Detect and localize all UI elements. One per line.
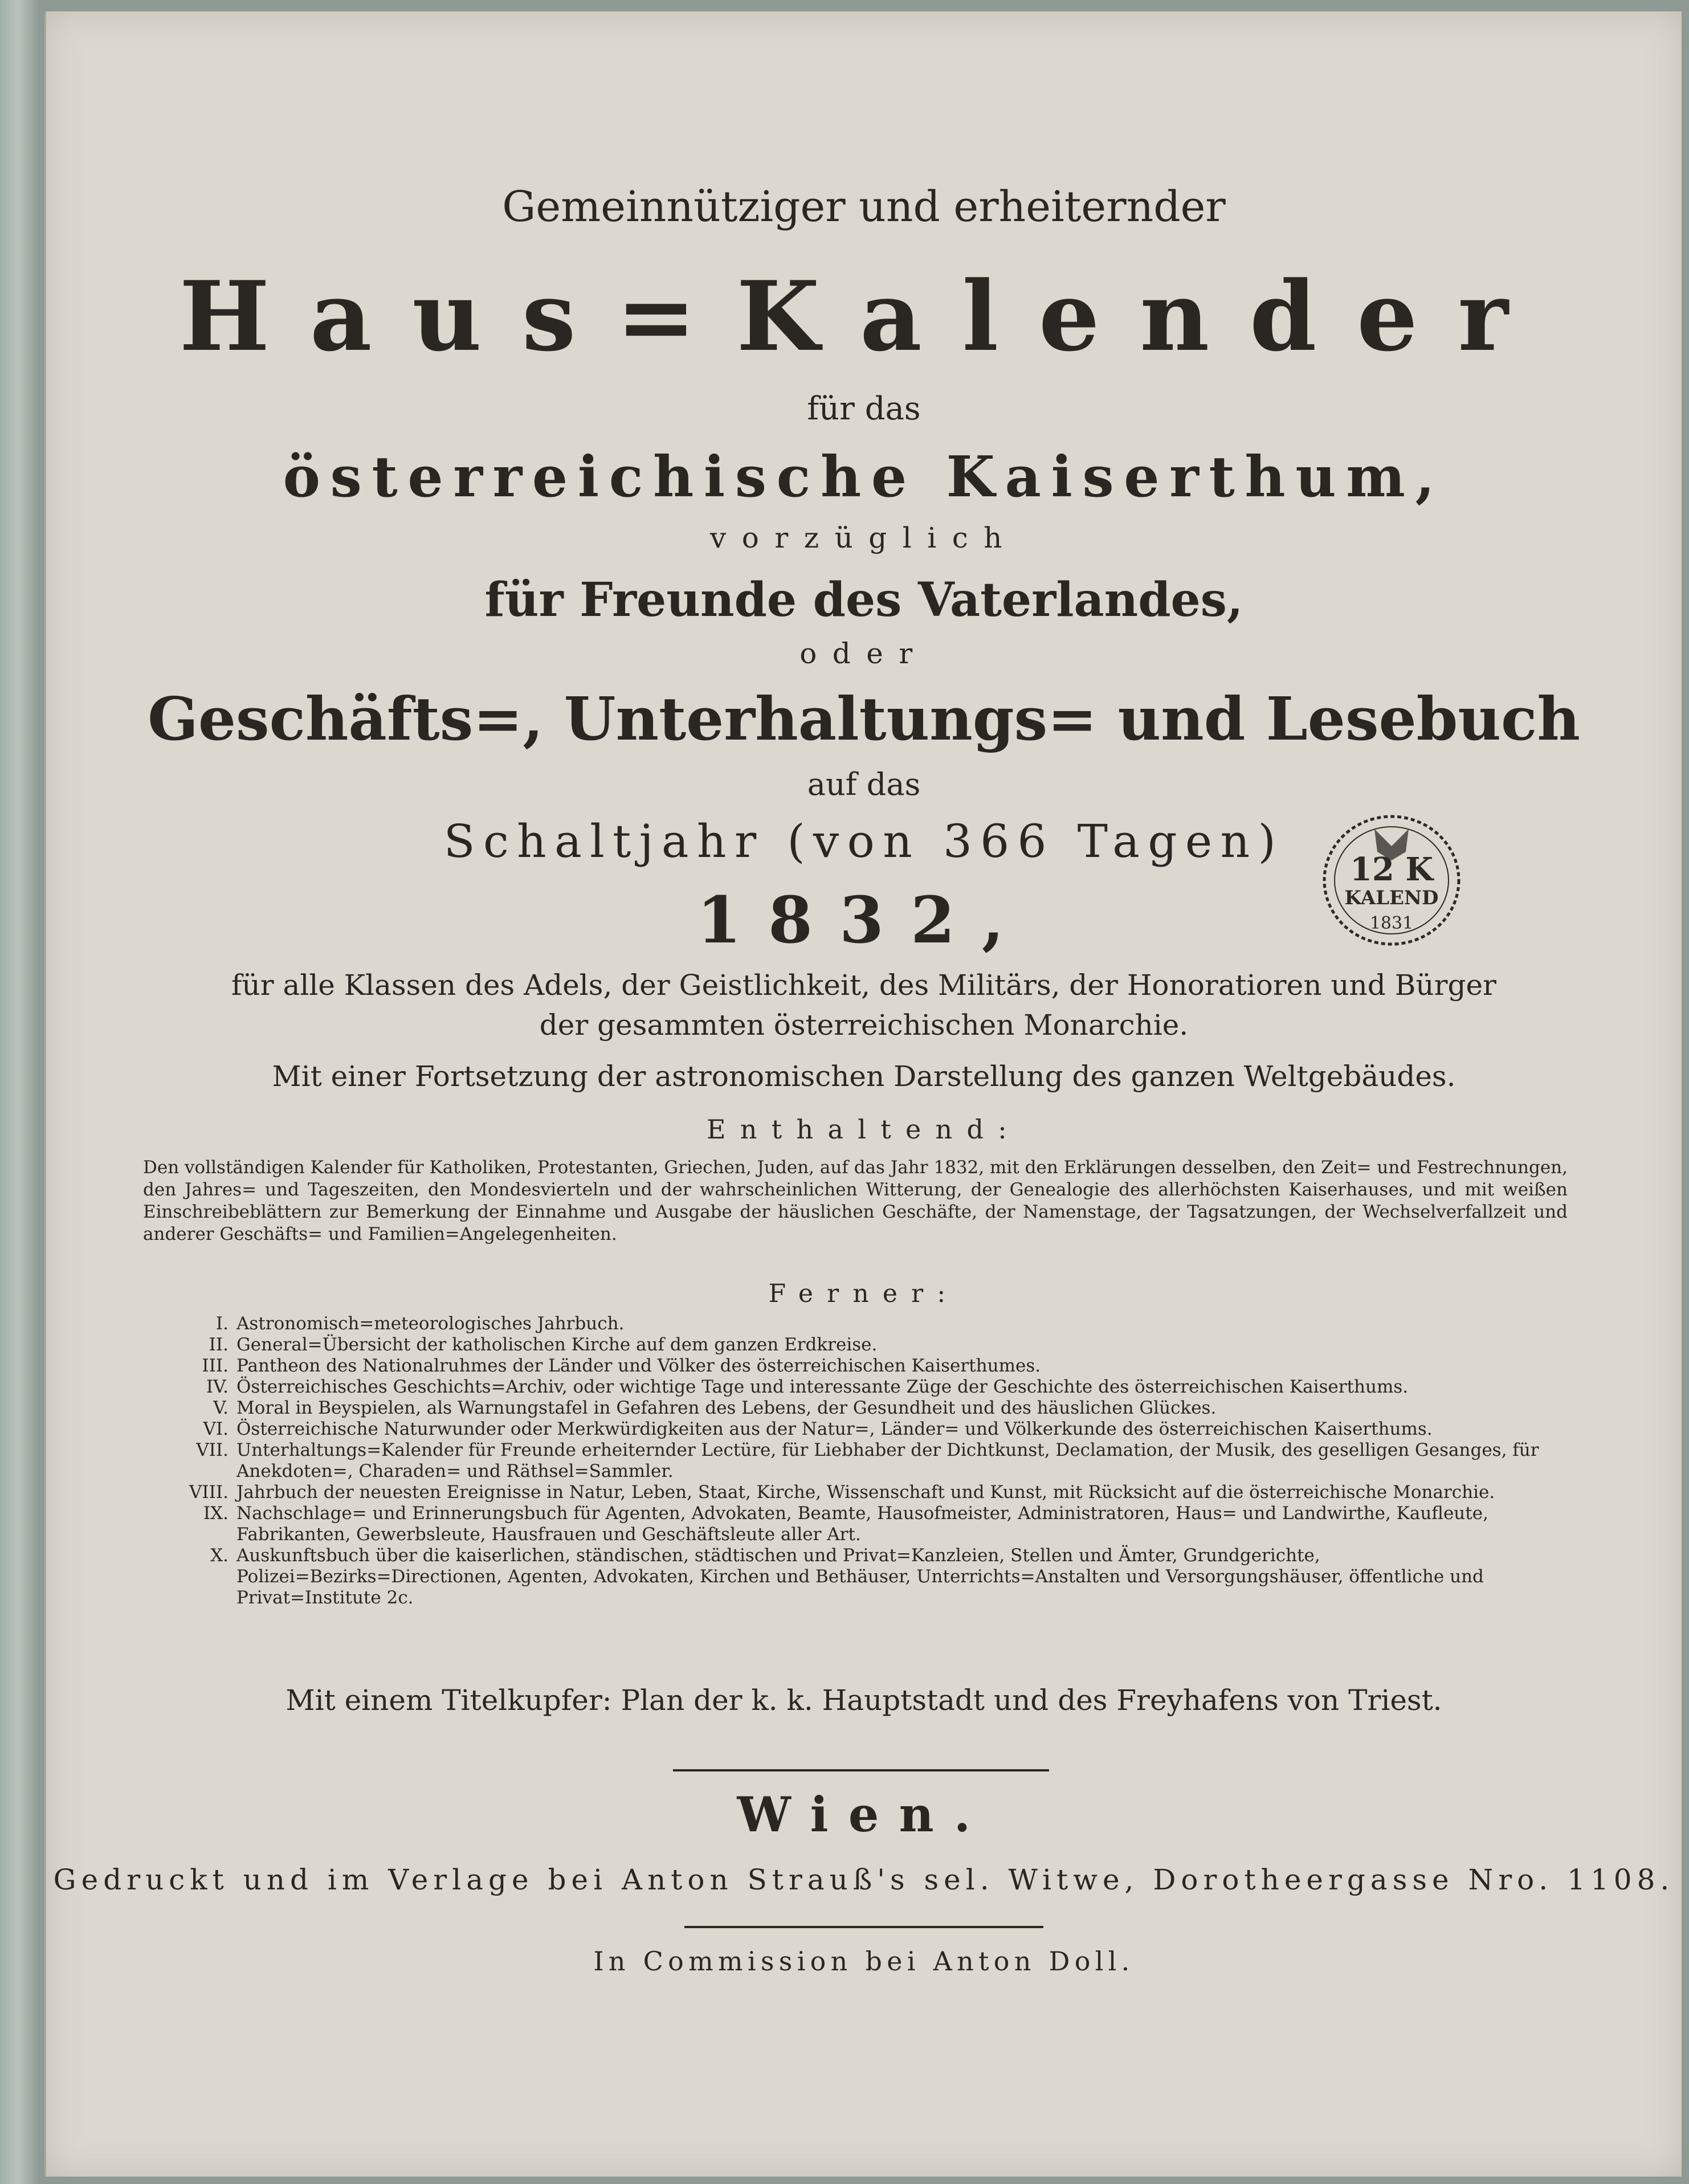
list-number: IV. <box>206 1377 229 1397</box>
list-item <box>143 1313 1573 1334</box>
list-number: VI. <box>203 1419 229 1439</box>
stamp-value: 12 K <box>1349 851 1434 888</box>
list-item <box>143 1377 1573 1398</box>
list-text: Moral in Beyspielen, als Warnungstafel in Gefahren des Lebens, der Gesundheit und des häuslichen Glückes. <box>236 1398 1217 1418</box>
list-number: II. <box>209 1334 229 1355</box>
book-spine <box>0 0 40 2184</box>
stamp-label: KALEND <box>1344 887 1439 909</box>
list-number: VII. <box>196 1440 229 1460</box>
contents-list <box>143 1313 1573 1609</box>
list-number: IX. <box>203 1503 229 1524</box>
list-item <box>143 1398 1573 1419</box>
list-item <box>143 1545 1573 1609</box>
list-text: Auskunftsbuch über die kaiserlichen, ständischen, städtischen und Privat=Kanzleien, Stellen und Ämter, Grundgerichte, Polizei=Bezirks=Directionen, Agenten, Advokaten, Kirchen und Bethäuser, Unterrichts=Anstalten und Versorgungshäuser, öffentliche und Privat=Institute 2c. <box>236 1545 1484 1608</box>
year-line: 1832, <box>697 883 1031 958</box>
title-line-8: Geschäfts=, Unterhaltungs= und Lesebuch <box>148 684 1580 754</box>
list-item <box>143 1356 1573 1377</box>
title-line-4: österreichische Kaiserthum, <box>283 444 1445 510</box>
list-item <box>143 1440 1573 1482</box>
divider-bottom <box>684 1926 1043 1928</box>
list-text: Astronomisch=meteorologisches Jahrbuch. <box>236 1313 625 1334</box>
city-line: Wien. <box>737 1786 991 1843</box>
titelkupfer-line: Mit einem Titelkupfer: Plan der k. k. Hauptstadt und des Freyhafens von Triest. <box>285 1684 1442 1717</box>
list-text: Österreichische Naturwunder oder Merkwürdigkeiten aus der Natur=, Länder= und Völkerkunde des österreichischen Kaiserthums. <box>236 1419 1433 1439</box>
divider-top <box>673 1769 1049 1771</box>
commission-line: In Commission bei Anton Doll. <box>593 1946 1135 1977</box>
list-item <box>143 1503 1573 1545</box>
list-number: III. <box>202 1356 229 1376</box>
tax-stamp <box>1320 812 1463 949</box>
title-page <box>44 11 1682 2177</box>
main-title: Haus=Kalender <box>179 260 1549 373</box>
title-line-1: Gemeinnütziger und erheiternder <box>502 182 1226 231</box>
title-line-3: für das <box>807 390 921 427</box>
list-item <box>143 1482 1573 1503</box>
list-number: I. <box>215 1313 229 1334</box>
title-line-10: Schaltjahr (von 366 Tagen) <box>443 815 1284 868</box>
list-text: Jahrbuch der neuesten Ereignisse in Natur, Leben, Staat, Kirche, Wissenschaft und Kunst, mit Rücksicht auf die österreichische Monarchie. <box>236 1482 1495 1503</box>
stamp-year: 1831 <box>1369 913 1414 933</box>
list-text: General=Übersicht der katholischen Kirche auf dem ganzen Erdkreise. <box>236 1334 878 1355</box>
list-text: Österreichisches Geschichts=Archiv, oder wichtige Tage und interessante Züge der Geschichte des österreichischen Kaiserthums. <box>236 1377 1409 1397</box>
title-line-12: der gesammten österreichischen Monarchie. <box>539 1009 1189 1042</box>
printer-line: Gedruckt und im Verlage bei Anton Strauß's sel. Witwe, Dorotheergasse Nro. 1108. <box>53 1863 1675 1896</box>
title-line-6: für Freunde des Vaterlandes, <box>484 573 1243 627</box>
list-item <box>143 1419 1573 1440</box>
list-text: Nachschlage= und Erinnerungsbuch für Agenten, Advokaten, Beamte, Hausofmeister, Administratoren, Haus= und Landwirthe, Kaufleute, Fabrikanten, Gewerbsleute, Hausfrauen und Geschäftsleute aller Art. <box>236 1503 1488 1545</box>
list-number: V. <box>213 1398 229 1418</box>
list-number: X. <box>210 1545 229 1566</box>
enthaltend-heading: Enthaltend: <box>706 1114 1022 1145</box>
ferner-heading: Ferner: <box>768 1279 960 1308</box>
title-line-9: auf das <box>807 766 921 802</box>
title-line-7: oder <box>799 637 928 670</box>
contents-paragraph: Den vollständigen Kalender für Katholiken, Protestanten, Griechen, Juden, auf das Jahr 1832, mit den Erklärungen desselben, den Zeit= und Festrechnungen, den Jahres= und Tageszeiten, den Mondesvierteln und der wahrscheinlichen Witterung, der Genealogie des allerhöchsten Kaiserhauses, und mit weißen Einschreibeblättern zur Bemerkung der Einnahme und Ausgabe der häuslichen Geschäfte, der Namenstage, der Tagsatzungen, der Wechselverfallzeit und anderer Geschäfts= und Familien=Angelegenheiten. <box>143 1157 1568 1244</box>
list-number: VIII. <box>189 1482 229 1503</box>
title-line-5: vorzüglich <box>710 521 1018 554</box>
list-text: Pantheon des Nationalruhmes der Länder und Völker des österreichischen Kaiserthumes. <box>236 1356 1041 1376</box>
title-line-13: Mit einer Fortsetzung der astronomischen Darstellung des ganzen Weltgebäudes. <box>272 1060 1456 1093</box>
list-item <box>143 1334 1573 1356</box>
list-text: Unterhaltungs=Kalender für Freunde erheiternder Lectüre, für Liebhaber der Dichtkunst, Declamation, der Musik, des geselligen Gesanges, für Anekdoten=, Charaden= und Räthsel=Sammler. <box>236 1440 1539 1481</box>
title-line-11: für alle Klassen des Adels, der Geistlichkeit, des Militärs, der Honoratioren und Bürger <box>231 969 1496 1002</box>
